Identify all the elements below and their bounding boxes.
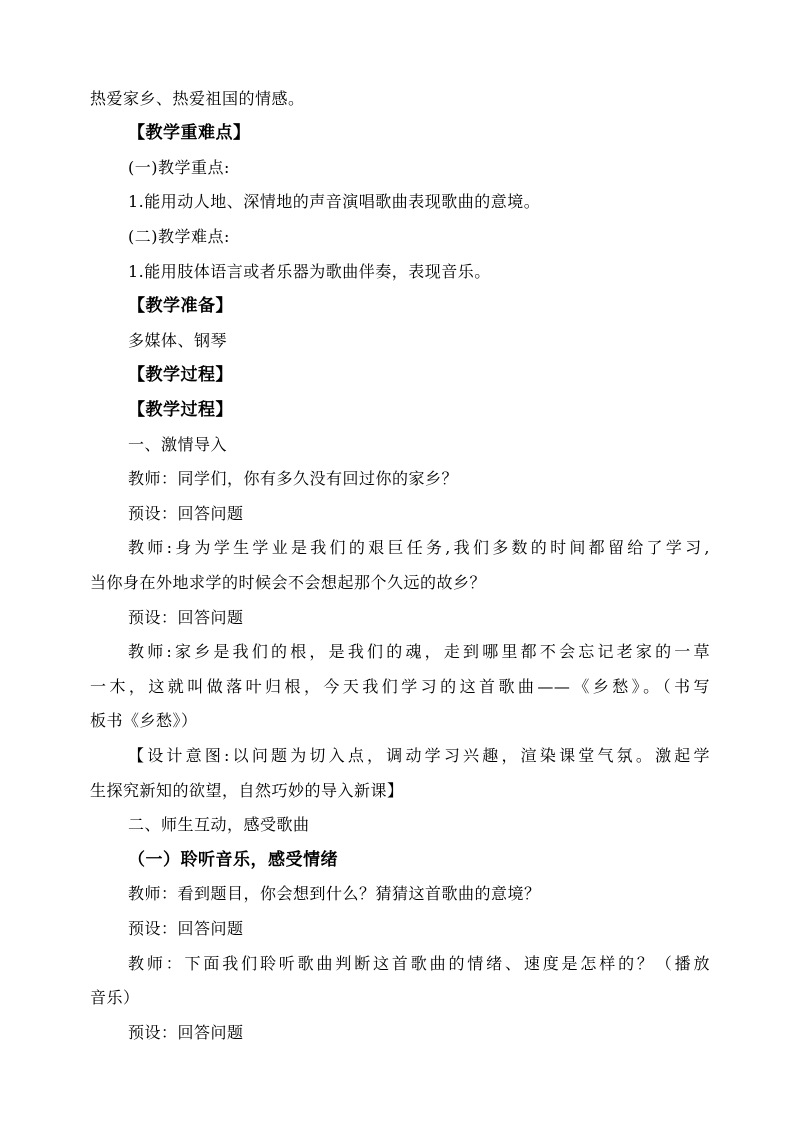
design-intent-line: 生探究新知的欲望，自然巧妙的导入新课】 (90, 781, 404, 800)
paragraph-line: 教师：同学们，你有多久没有回过你的家乡？ (128, 469, 459, 488)
paragraph-line: 一木，这就叫做落叶归根，今天我们学习的这首歌曲——《乡愁》。（书写 (90, 677, 710, 696)
paragraph-line: 教师:身为学生学业是我们的艰巨任务,我们多数的时间都留给了学习, (128, 538, 710, 557)
paragraph-line: 1.能用肢体语言或者乐器为歌曲伴奏，表现音乐。 (128, 262, 491, 281)
section-heading: 【教学过程】 (128, 365, 233, 385)
part-heading: 二、师生互动，感受歌曲 (128, 815, 310, 834)
paragraph-line: 板书《乡愁》） (90, 711, 198, 730)
part-heading: 一、激情导入 (128, 435, 228, 454)
subsection-heading: (二)教学难点: (128, 227, 230, 246)
paragraph-line: 当你身在外地求学的时候会不会想起那个久远的故乡？ (90, 573, 487, 592)
section-heading: 【教学过程】 (128, 400, 233, 420)
design-intent-line: 【设计意图:以问题为切入点，调动学习兴趣，渲染课堂气氛。激起学 (128, 746, 710, 765)
paragraph-line: 预设：回答问题 (128, 608, 244, 627)
paragraph-line: 教师：下面我们聆听歌曲判断这首歌曲的情绪、速度是怎样的？（播放 (128, 954, 710, 973)
paragraph-line: 1.能用动人地、深情地的声音演唱歌曲表现歌曲的意境。 (128, 192, 541, 211)
paragraph-line: 多媒体、钢琴 (128, 331, 228, 350)
subsection-heading: (一)教学重点: (128, 158, 230, 177)
section-heading: 【教学重难点】 (128, 123, 251, 143)
paragraph-line: 教师:家乡是我们的根，是我们的魂，走到哪里都不会忘记老家的一草 (128, 642, 710, 661)
subsection-heading-bold: （一）聆听音乐，感受情绪 (128, 850, 338, 870)
paragraph-line: 热爱家乡、热爱祖国的情感。 (90, 89, 305, 108)
paragraph-line: 音乐） (90, 988, 140, 1007)
paragraph-line: 预设：回答问题 (128, 919, 244, 938)
paragraph-line: 预设：回答问题 (128, 1023, 244, 1042)
paragraph-line: 教师：看到题目，你会想到什么？猜猜这首歌曲的意境？ (128, 884, 541, 903)
section-heading: 【教学准备】 (128, 296, 233, 316)
paragraph-line: 预设：回答问题 (128, 504, 244, 523)
